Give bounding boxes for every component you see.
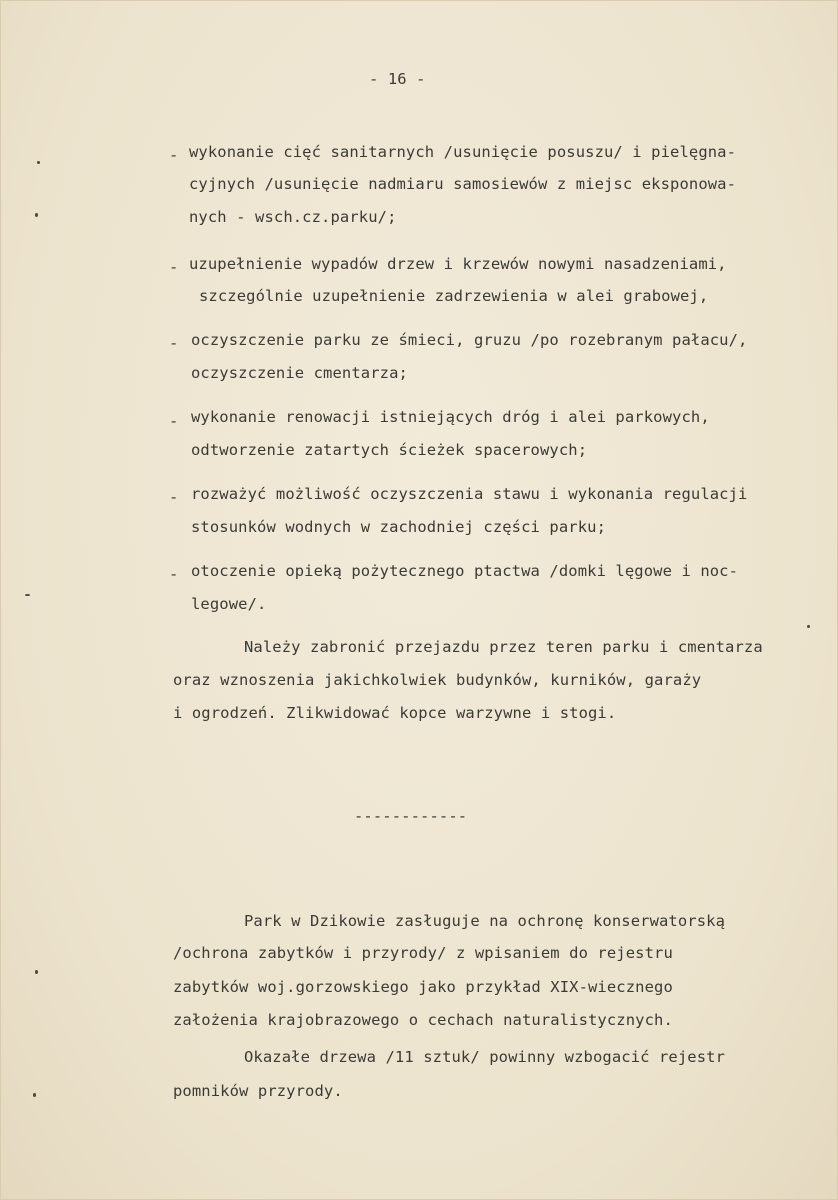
page-number: - 16 - [369, 70, 426, 88]
paragraph-line: /ochrona zabytków i przyrody/ z wpisaniem do rejestru [173, 944, 673, 962]
paragraph-line: Należy zabronić przejazdu przez teren parku i cmentarza [244, 638, 763, 656]
paper-speck [37, 161, 40, 164]
paragraph-line: pomników przyrody. [173, 1082, 343, 1100]
bullet-line: szczególnie uzupełnienie zadrzewienia w alei grabowej, [199, 287, 709, 305]
paper-speck [33, 1093, 36, 1097]
bullet-line: wykonanie cięć sanitarnych /usunięcie posuszu/ i pielęgna- [189, 143, 737, 161]
bullet-line: odtworzenie zatartych ścieżek spacerowych; [191, 441, 588, 459]
paragraph-line: założenia krajobrazowego o cechach naturalistycznych. [173, 1011, 673, 1029]
bullet-line: legowe/. [191, 595, 267, 613]
paragraph-line: oraz wznoszenia jakichkolwiek budynków, kurników, garaży [173, 671, 702, 689]
bullet-marker: - [169, 412, 179, 430]
bullet-line: uzupełnienie wypadów drzew i krzewów nowymi nasadzeniami, [189, 255, 727, 273]
bullet-marker: - [169, 146, 179, 164]
bullet-line: otoczenie opieką pożytecznego ptactwa /domki lęgowe i noc- [191, 562, 739, 580]
bullet-line: rozważyć możliwość oczyszczenia stawu i wykonania regulacji [191, 485, 748, 503]
paper-speck [35, 213, 38, 217]
paragraph-line: Park w Dzikowie zasługuje na ochronę konserwatorską [244, 912, 726, 930]
paragraph-line: Okazałe drzewa /11 sztuk/ powinny wzbogacić rejestr [244, 1048, 726, 1066]
bullet-line: stosunków wodnych w zachodniej części parku; [191, 518, 606, 536]
bullet-line: oczyszczenie parku ze śmieci, gruzu /po rozebranym pałacu/, [191, 331, 748, 349]
bullet-marker: - [169, 565, 179, 583]
paper-speck [35, 970, 38, 974]
bullet-line: nych - wsch.cz.parku/; [189, 208, 397, 226]
bullet-marker: - [169, 334, 179, 352]
paragraph-line: i ogrodzeń. Zlikwidować kopce warzywne i stogi. [173, 704, 617, 722]
paragraph-line: zabytków woj.gorzowskiego jako przykład XIX-wiecznego [173, 978, 673, 996]
paper-speck [25, 594, 30, 596]
bullet-marker: - [169, 258, 179, 276]
bullet-line: wykonanie renowacji istniejących dróg i alei parkowych, [191, 408, 710, 426]
bullet-line: cyjnych /usunięcie nadmiaru samosiewów z miejsc eksponowa- [189, 175, 737, 193]
paper-speck [807, 625, 810, 628]
bullet-line: oczyszczenie cmentarza; [191, 364, 408, 382]
section-separator: ------------ [354, 807, 468, 825]
bullet-marker: - [169, 488, 179, 506]
